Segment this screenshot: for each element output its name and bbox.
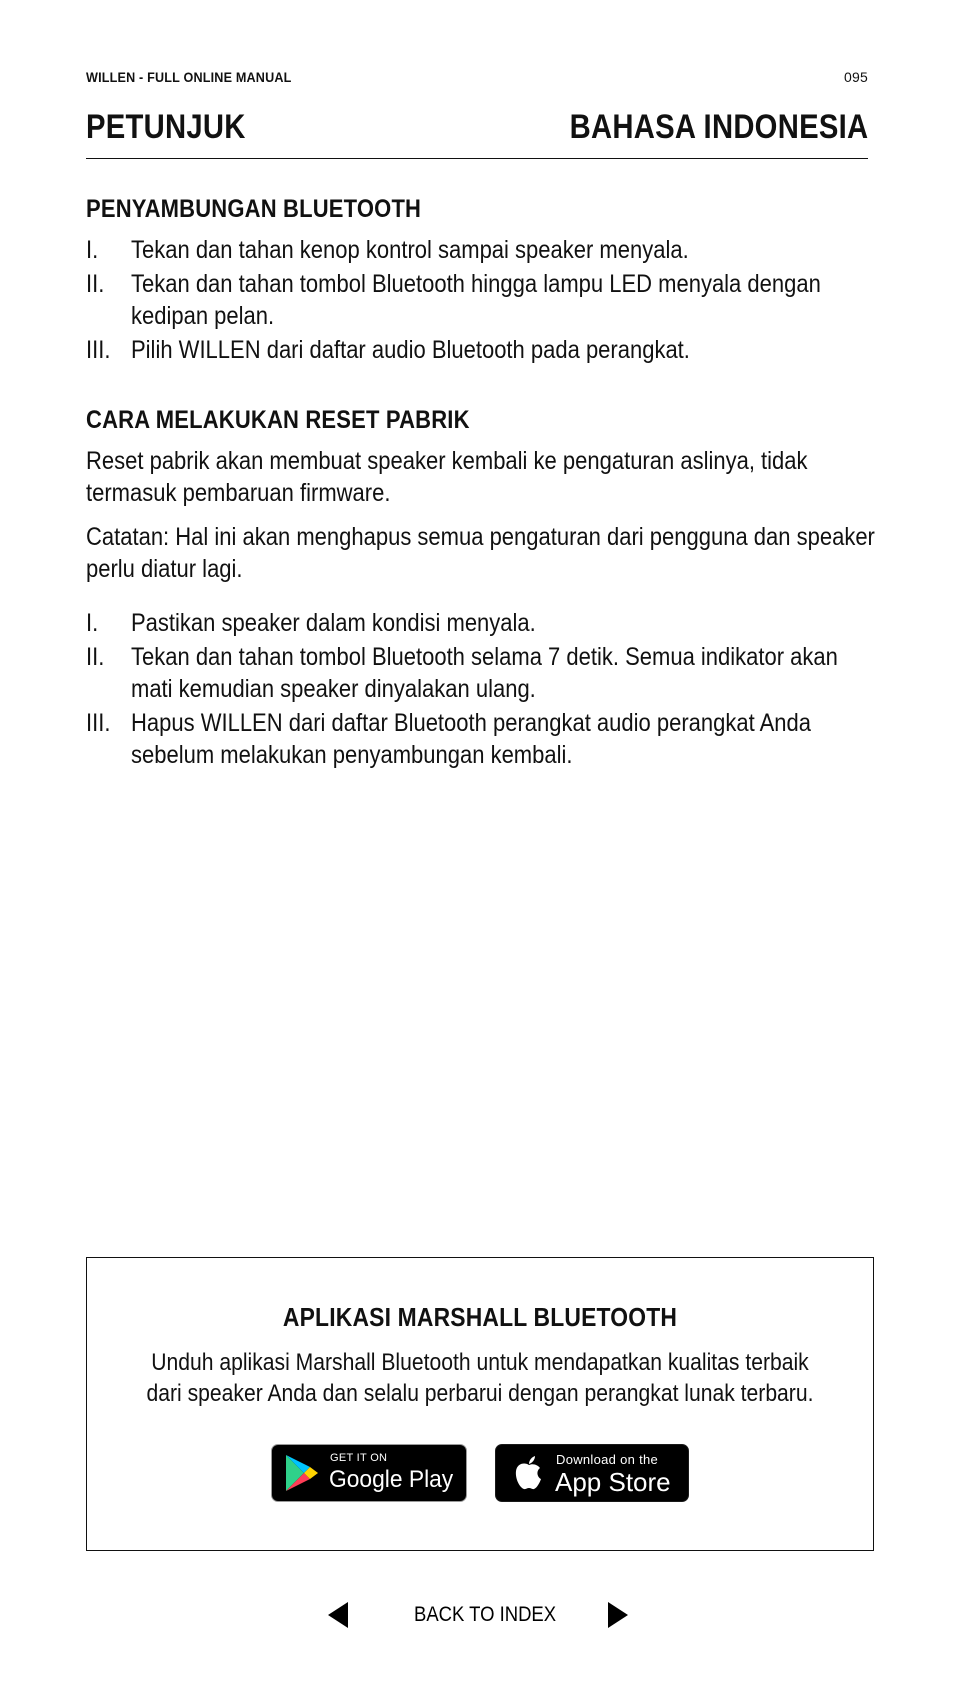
list-item (86, 641, 876, 705)
list-item (86, 234, 876, 266)
running-header (86, 69, 868, 89)
page-number: 095 (844, 69, 868, 85)
section-heading-reset: CARA MELAKUKAN RESET PABRIK (86, 406, 470, 434)
step-number: I. (86, 236, 99, 264)
list-item (86, 268, 876, 332)
store-badges (87, 1444, 873, 1502)
app-box-text: Unduh aplikasi Marshall Bluetooth untuk mendapatkan kualitas terbaik dari speaker Anda dan selalu perbarui dengan perangkat lunak terbaru. (146, 1349, 814, 1407)
step-text: Tekan dan tahan tombol Bluetooth selama 7 detik. Semua indikator akan mati kemudian speaker dinyalakan ulang. (131, 643, 838, 703)
apple-icon (512, 1453, 546, 1493)
language-title: BAHASA INDONESIA (569, 108, 868, 146)
title-row (86, 106, 868, 159)
reset-steps (86, 607, 876, 771)
page-title: PETUNJUK (86, 108, 246, 146)
google-play-big-text: Google Play (329, 1466, 454, 1493)
list-item (86, 707, 876, 771)
step-text: Pilih WILLEN dari daftar audio Bluetooth pada perangkat. (131, 336, 690, 364)
step-number: I. (86, 609, 99, 637)
google-play-button[interactable] (271, 1444, 467, 1502)
triangle-left-icon[interactable] (328, 1602, 348, 1628)
bluetooth-steps (86, 234, 876, 366)
footer-navigation (0, 1602, 954, 1642)
step-number: III. (86, 709, 111, 737)
reset-paragraph: Reset pabrik akan membuat speaker kembali ke pengaturan aslinya, tidak termasuk pembaruan firmware. (86, 447, 808, 507)
doc-title: WILLEN - FULL ONLINE MANUAL (86, 69, 292, 85)
step-text: Tekan dan tahan kenop kontrol sampai speaker menyala. (131, 236, 689, 264)
step-number: II. (86, 643, 105, 671)
app-store-small-text: Download on the (556, 1452, 659, 1467)
app-promo-box (86, 1257, 874, 1551)
section-heading-bluetooth: PENYAMBUNGAN BLUETOOTH (86, 195, 422, 223)
google-play-icon (284, 1453, 320, 1493)
app-store-big-text: App Store (555, 1467, 671, 1497)
step-number: II. (86, 270, 105, 298)
app-box-title: APLIKASI MARSHALL BLUETOOTH (282, 1302, 678, 1332)
step-text: Hapus WILLEN dari daftar Bluetooth perangkat audio perangkat Anda sebelum melakukan penyambungan kembali. (131, 709, 812, 769)
back-to-index-link[interactable]: BACK TO INDEX (414, 1603, 557, 1626)
google-play-small-text: GET IT ON (330, 1452, 388, 1464)
list-item (86, 334, 876, 366)
app-store-button[interactable] (495, 1444, 689, 1502)
step-number: III. (86, 336, 111, 364)
list-item (86, 607, 876, 639)
step-text: Tekan dan tahan tombol Bluetooth hingga lampu LED menyala dengan kedipan pelan. (131, 270, 821, 330)
main-content (86, 195, 876, 773)
reset-note: Catatan: Hal ini akan menghapus semua pengaturan dari pengguna dan speaker perlu diatur lagi. (86, 523, 875, 583)
step-text: Pastikan speaker dalam kondisi menyala. (131, 609, 536, 637)
triangle-right-icon[interactable] (608, 1602, 628, 1628)
